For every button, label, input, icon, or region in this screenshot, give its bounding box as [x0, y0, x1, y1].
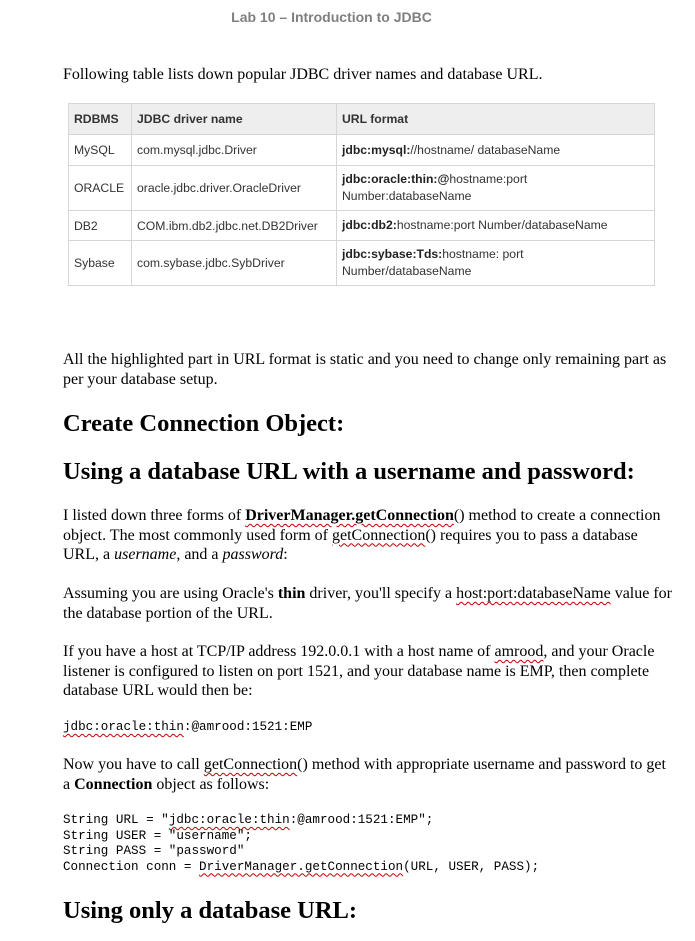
text-run: Connection conn = [63, 859, 200, 874]
emphasis: password [222, 546, 284, 563]
code-line [63, 813, 539, 829]
emphasis: Connection [74, 775, 153, 793]
text-run: () method to create a connection object. The most commonly used form of [63, 507, 661, 544]
rdbms-cell: ORACLE [69, 166, 132, 211]
paragraph-getconnection-forms [63, 506, 673, 565]
code-term: jdbc:oracle:thin [168, 813, 290, 827]
url-static-part: jdbc:mysql: [342, 142, 411, 157]
rdbms-cell: Sybase [69, 241, 132, 286]
text-run: If you have a host at TCP/IP address 192.0.0.1 with a host name of [63, 643, 495, 660]
code-line: String USER = "username"; [63, 828, 252, 843]
text-run: , and your Oracle listener is configured to listen on port 1521, and your database name is EMP, then complete database URL would then be: [63, 643, 655, 699]
driver-cell: COM.ibm.db2.jdbc.net.DB2Driver [132, 211, 337, 241]
text-run: :@amrood:1521:EMP"; [289, 813, 434, 827]
text-run: object as follows: [152, 775, 270, 793]
url-variable-part: hostname: port Number/databaseName [342, 247, 524, 278]
code-term: jdbc:oracle:thin [63, 720, 184, 734]
driver-cell: com.sybase.jdbc.SybDriver [132, 241, 337, 286]
url-example [63, 720, 312, 736]
rdbms-cell: MySQL [69, 135, 132, 166]
code-term: DriverManager.getConnection [245, 507, 454, 524]
text-run: , and a [176, 546, 223, 563]
column-header: JDBC driver name [132, 104, 337, 135]
section-heading-url-user-pass: Using a database URL with a username and password: [63, 458, 635, 485]
rdbms-cell: DB2 [69, 211, 132, 241]
text-run: String URL = " [63, 813, 169, 827]
url-format-cell [337, 211, 655, 241]
emphasis: thin [277, 585, 306, 602]
table-row [69, 166, 655, 211]
text-run: () method with appropriate username and password to get a [63, 756, 666, 793]
section-heading-url-only: Using only a database URL: [63, 897, 358, 924]
text-run: Now you have to call [63, 756, 204, 773]
text-run: I listed down three forms of [63, 507, 246, 524]
section-heading-create-connection: Create Connection Object: [63, 410, 345, 437]
url-static-part: jdbc:oracle:thin:@ [342, 172, 450, 186]
page-header: Lab 10 – Introduction to JDBC [231, 9, 432, 25]
intro-text: Following table lists down popular JDBC driver names and database URL. [63, 66, 543, 83]
code-line [63, 860, 539, 876]
paragraph-host-example [63, 642, 673, 701]
text-run: (URL, USER, PASS); [403, 859, 540, 874]
url-variable-part: hostname:port Number:databaseName [342, 172, 528, 203]
table-row [69, 135, 655, 166]
highlight-note: All the highlighted part in URL format is static and you need to change only remaining part as per your database setup. [63, 351, 667, 388]
column-header: URL format [337, 104, 655, 135]
code-term: amrood [494, 643, 544, 660]
paragraph-call-getconnection [63, 755, 673, 794]
url-format-cell [337, 135, 655, 166]
code-term: DriverManager.getConnection [199, 859, 404, 874]
code-term: getConnection [203, 756, 298, 773]
column-header: RDBMS [69, 104, 132, 135]
text-run: : [283, 546, 288, 563]
paragraph-thin-driver [63, 584, 673, 623]
text-run: :@amrood:1521:EMP [183, 720, 313, 734]
code-line: String PASS = "password" [63, 844, 245, 858]
code-term: getConnection [332, 526, 426, 544]
emphasis: username [114, 546, 177, 563]
url-variable-part: hostname:port Number/databaseName [396, 218, 608, 232]
url-format-cell [337, 166, 655, 211]
table-header-row [69, 104, 655, 135]
driver-cell: oracle.jdbc.driver.OracleDriver [132, 166, 337, 211]
text-run: value for the database portion of the URL. [63, 585, 672, 622]
text-run: Assuming you are using Oracle's [63, 585, 278, 602]
driver-cell: com.mysql.jdbc.Driver [132, 135, 337, 166]
url-static-part: jdbc:db2: [342, 218, 397, 232]
table-row [69, 241, 655, 286]
url-format-cell [337, 241, 655, 286]
table-row [69, 211, 655, 241]
code-term: host:port:databaseName [456, 585, 611, 602]
jdbc-driver-table [68, 103, 655, 286]
url-variable-part: //hostname/ databaseName [410, 142, 561, 157]
code-block [63, 813, 539, 875]
text-run: () requires you to pass a database URL, a [63, 526, 638, 563]
url-static-part: jdbc:sybase:Tds: [342, 247, 443, 261]
text-run: driver, you'll specify a [305, 585, 457, 602]
